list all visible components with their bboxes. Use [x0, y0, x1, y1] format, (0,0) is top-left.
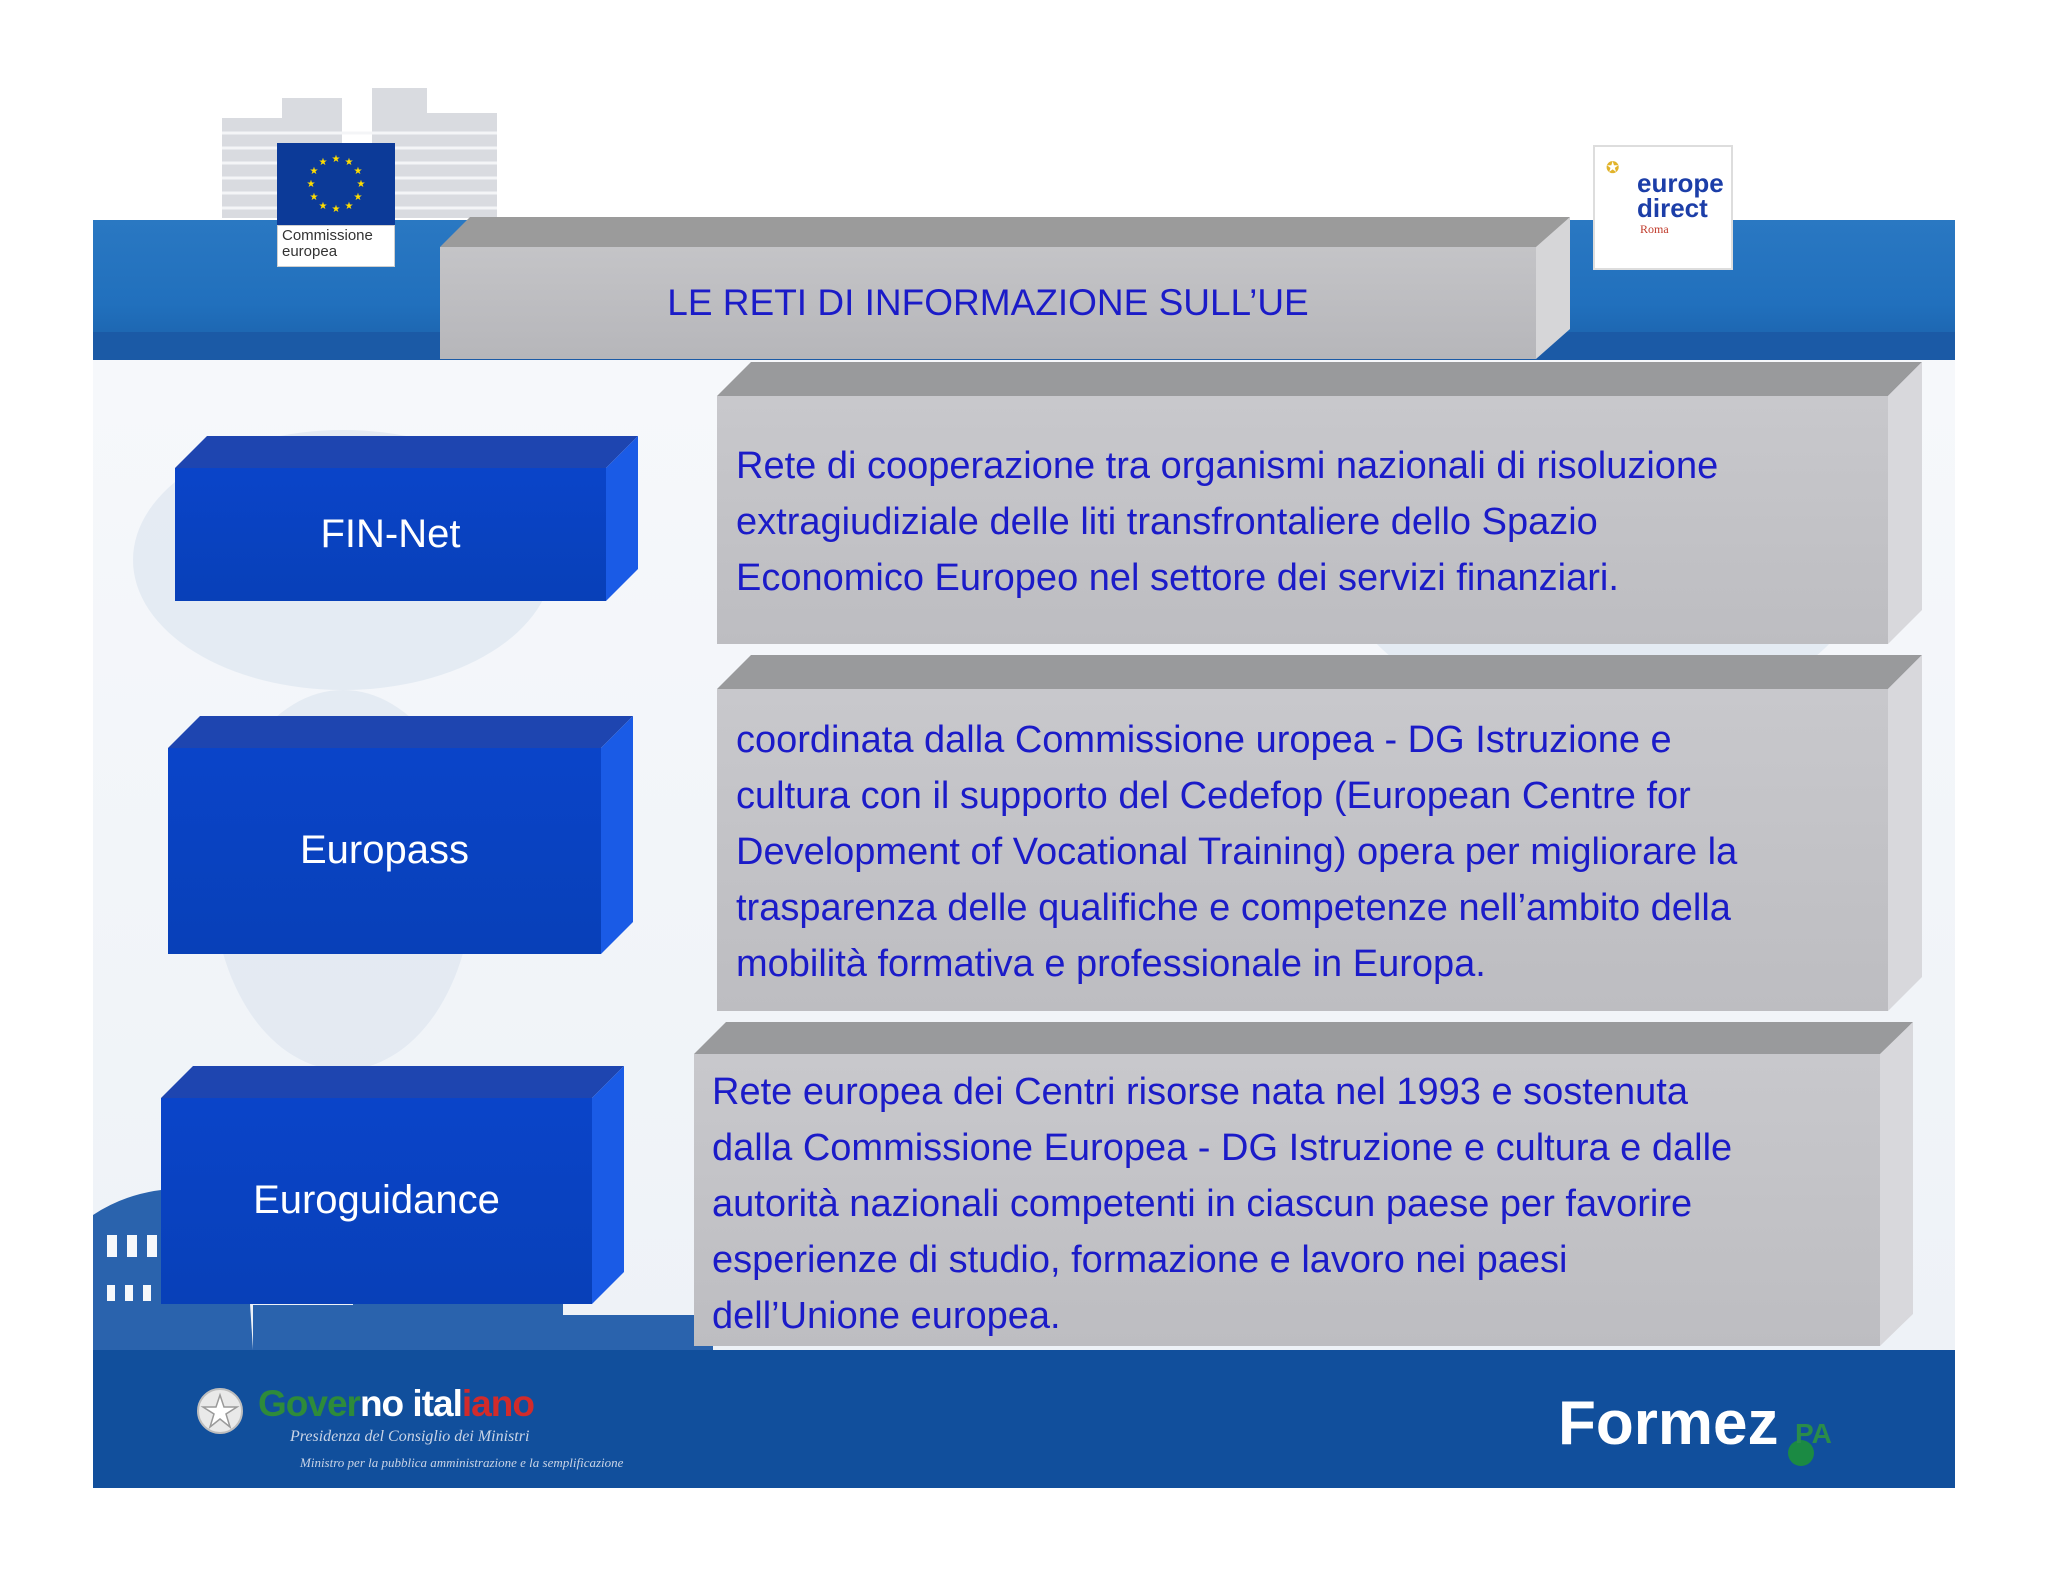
formez-logo: Formez	[1558, 1389, 1779, 1458]
euroguidance-box-side	[592, 1066, 624, 1304]
europass-label: Europass	[300, 828, 469, 872]
governo-text-white: no ital	[359, 1383, 462, 1424]
svg-text:★: ★	[318, 157, 328, 168]
europass-panel-top	[717, 655, 1922, 689]
governo-text-red: iano	[461, 1383, 534, 1424]
governo-subtitle-1: Presidenza del Consiglio dei Ministri	[290, 1428, 530, 1445]
euroguidance-line: esperienze di studio, formazione e lavoro nei paesi	[712, 1239, 1568, 1281]
euroguidance-label: Euroguidance	[253, 1178, 500, 1222]
svg-text:★: ★	[344, 201, 354, 212]
svg-text:★: ★	[309, 192, 319, 203]
europass-line: Development of Vocational Training) opera per migliorare la	[736, 831, 1738, 873]
fin-net-label: FIN-Net	[320, 512, 461, 556]
governo-italiano-logo	[258, 1383, 534, 1425]
euroguidance-description	[712, 1064, 1862, 1344]
commissione-logo-label: Commissione europea	[277, 225, 395, 267]
fin-net-line: Rete di cooperazione tra organismi nazionali di risoluzione	[736, 445, 1719, 487]
euroguidance-line: dell’Unione europea.	[712, 1295, 1061, 1337]
svg-text:★: ★	[331, 154, 341, 165]
stars-icon: ✪	[1606, 160, 1620, 177]
formez-pa-suffix: PA	[1795, 1418, 1832, 1449]
europass-description	[736, 712, 1870, 992]
governo-subtitle-2: Ministro per la pubblica amministrazione e la semplificazione	[300, 1455, 624, 1470]
svg-text:★: ★	[309, 166, 319, 177]
fin-net-line: Economico Europeo nel settore dei servizi finanziari.	[736, 557, 1619, 599]
europass-box-top	[168, 716, 633, 748]
fin-net-description	[736, 438, 1870, 606]
svg-text:★: ★	[353, 192, 363, 203]
page-title: LE RETI DI INFORMAZIONE SULL’UE	[667, 282, 1309, 323]
title-block-top	[440, 217, 1570, 247]
euroguidance-panel-side	[1880, 1022, 1913, 1346]
svg-text:★: ★	[331, 204, 341, 215]
europass-line: coordinata dalla Commissione uropea - DG Istruzione e	[736, 719, 1672, 761]
europe-direct-word2: direct	[1637, 193, 1708, 223]
fin-net-panel-side	[1888, 362, 1922, 644]
europe-direct-city: Roma	[1640, 222, 1669, 236]
svg-text:★: ★	[356, 179, 366, 190]
euroguidance-line: dalla Commissione Europea - DG Istruzione e cultura e dalle	[712, 1127, 1733, 1169]
fin-net-panel-top	[717, 362, 1922, 396]
euroguidance-panel-top	[694, 1022, 1913, 1054]
europass-line: cultura con il supporto del Cedefop (European Centre for	[736, 775, 1691, 817]
europass-panel-side	[1888, 655, 1922, 1011]
governo-text-green: Gover	[258, 1383, 360, 1424]
eu-flag-icon	[277, 143, 395, 225]
europass-box-side	[601, 716, 633, 954]
fin-net-box-top	[175, 436, 638, 468]
europe-direct-word1: europe	[1637, 168, 1724, 198]
europass-line: mobilità formativa e professionale in Europa.	[736, 943, 1486, 985]
euroguidance-line: autorità nazionali competenti in ciascun paese per favorire	[712, 1183, 1693, 1225]
europass-line: trasparenza delle qualifiche e competenze nell’ambito della	[736, 887, 1731, 929]
svg-text:★: ★	[344, 157, 354, 168]
italian-emblem-icon	[195, 1386, 245, 1436]
svg-text:★: ★	[353, 166, 363, 177]
fin-net-line: extragiudiziale delle liti transfrontaliere dello Spazio	[736, 501, 1598, 543]
svg-text:★: ★	[318, 201, 328, 212]
euroguidance-line: Rete europea dei Centri risorse nata nel 1993 e sostenuta	[712, 1071, 1688, 1113]
svg-text:★: ★	[306, 179, 316, 190]
euroguidance-box-top	[161, 1066, 624, 1098]
